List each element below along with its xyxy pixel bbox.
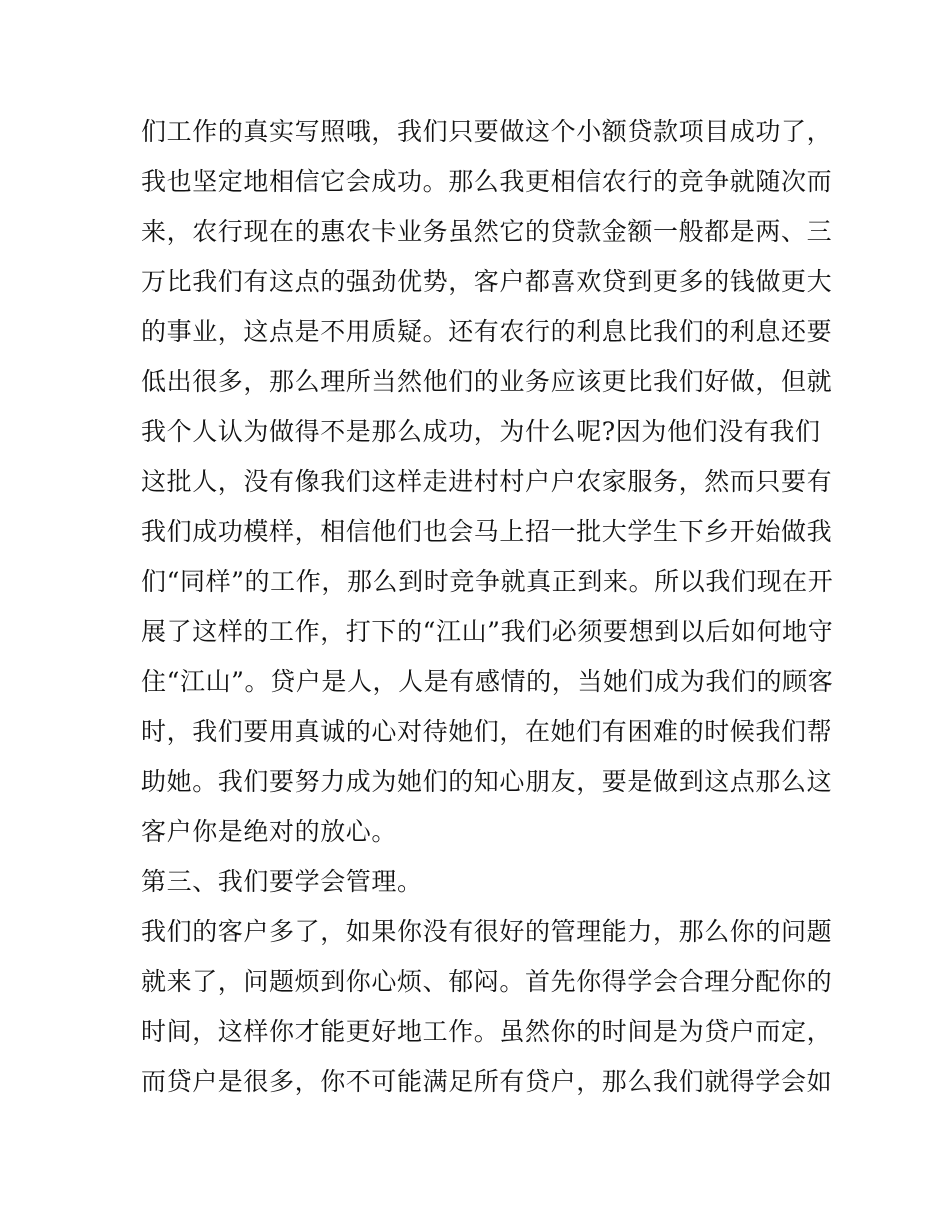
section-heading: 第三、我们要学会管理。 [141, 867, 423, 896]
text-line: 而贷户是很多，你不可能满足所有贷户，那么我们就得学会如 [141, 1067, 833, 1096]
text-line: 我们的客户多了，如果你没有很好的管理能力，那么你的问题 [141, 917, 833, 946]
text-line: 助她。我们要努力成为她们的知心朋友，要是做到这点那么这 [141, 767, 833, 796]
text-line: 我也坚定地相信它会成功。那么我更相信农行的竞争就随次而 [141, 167, 833, 196]
text-line: 低出很多，那么理所当然他们的业务应该更比我们好做，但就 [141, 367, 833, 396]
text-line: 的事业，这点是不用质疑。还有农行的利息比我们的利息还要 [141, 317, 833, 346]
text-line: 我们成功模样，相信他们也会马上招一批大学生下乡开始做我 [141, 517, 833, 546]
text-line: 这批人，没有像我们这样走进村村户户农家服务，然而只要有 [141, 467, 833, 496]
text-line: 时，我们要用真诚的心对待她们，在她们有困难的时候我们帮 [141, 717, 833, 746]
text-line: 万比我们有这点的强劲优势，客户都喜欢贷到更多的钱做更大 [141, 267, 833, 296]
text-line: 时间，这样你才能更好地工作。虽然你的时间是为贷户而定， [141, 1017, 833, 1046]
text-line: 们“同样”的工作，那么到时竞争就真正到来。所以我们现在开 [141, 567, 834, 596]
text-line: 住“江山”。贷户是人，人是有感情的，当她们成为我们的顾客 [141, 667, 834, 696]
text-line: 展了这样的工作，打下的“江山”我们必须要想到以后如何地守 [141, 617, 834, 646]
text-line: 就来了，问题烦到你心烦、郁闷。首先你得学会合理分配你的 [141, 967, 833, 996]
text-line: 我个人认为做得不是那么成功，为什么呢?因为他们没有我们 [141, 417, 821, 446]
text-line: 们工作的真实写照哦，我们只要做这个小额贷款项目成功了， [141, 117, 833, 146]
text-line: 来，农行现在的惠农卡业务虽然它的贷款金额一般都是两、三 [141, 217, 833, 246]
body-text [141, 107, 834, 1107]
text-line: 客户你是绝对的放心。 [141, 817, 398, 846]
